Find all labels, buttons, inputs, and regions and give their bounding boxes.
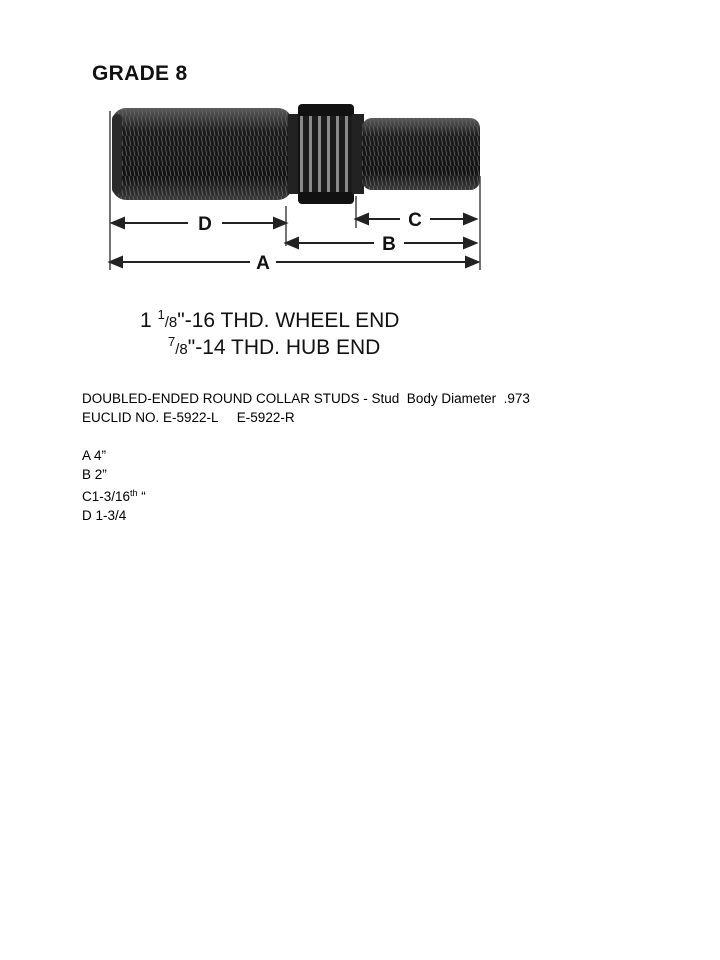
dimension-a-value: A 4” bbox=[82, 448, 107, 463]
dimension-c-superscript: th bbox=[130, 488, 138, 498]
thread-fraction-num: 7 bbox=[168, 334, 176, 349]
part-numbers: EUCLID NO. E-5922-L E-5922-R bbox=[82, 410, 295, 425]
dimension-b-arrow bbox=[286, 238, 476, 248]
hub-end-thread-spec bbox=[168, 329, 380, 363]
dimension-d-value: D 1-3/4 bbox=[82, 508, 127, 523]
dimension-c-base: C1-3/16 bbox=[82, 489, 131, 504]
wheel-end-thread bbox=[112, 108, 292, 200]
hub-end-thread bbox=[362, 118, 480, 190]
thread-spec-text: "-14 THD. HUB END bbox=[187, 336, 381, 359]
thread-fraction-den: 8 bbox=[168, 314, 178, 331]
stud-diagram bbox=[100, 96, 500, 286]
spacer bbox=[82, 427, 530, 446]
dimension-a-arrow bbox=[110, 257, 478, 267]
thread-fraction-den: 8 bbox=[179, 341, 188, 358]
thread-spec-text: "-16 THD. WHEEL END bbox=[177, 309, 400, 332]
fraction-slash: / bbox=[164, 314, 169, 331]
dimension-a-label: A bbox=[256, 253, 270, 274]
description-block bbox=[82, 389, 530, 525]
dimension-d-label: D bbox=[198, 214, 212, 235]
thread-fraction-num: 1 bbox=[157, 307, 165, 322]
grade-label: GRADE 8 bbox=[92, 62, 188, 85]
collar bbox=[288, 104, 364, 204]
dimension-c-tail: “ bbox=[137, 489, 146, 504]
dimension-b-value: B 2” bbox=[82, 467, 107, 482]
fraction-slash: / bbox=[175, 341, 180, 358]
dimension-b-label: B bbox=[382, 234, 396, 255]
dimension-c-value bbox=[82, 484, 530, 506]
thread-whole: 1 bbox=[140, 309, 158, 332]
description-title: DOUBLED-ENDED ROUND COLLAR STUDS - Stud Body Diameter .973 bbox=[82, 391, 530, 406]
dimension-c-label: C bbox=[408, 210, 422, 231]
